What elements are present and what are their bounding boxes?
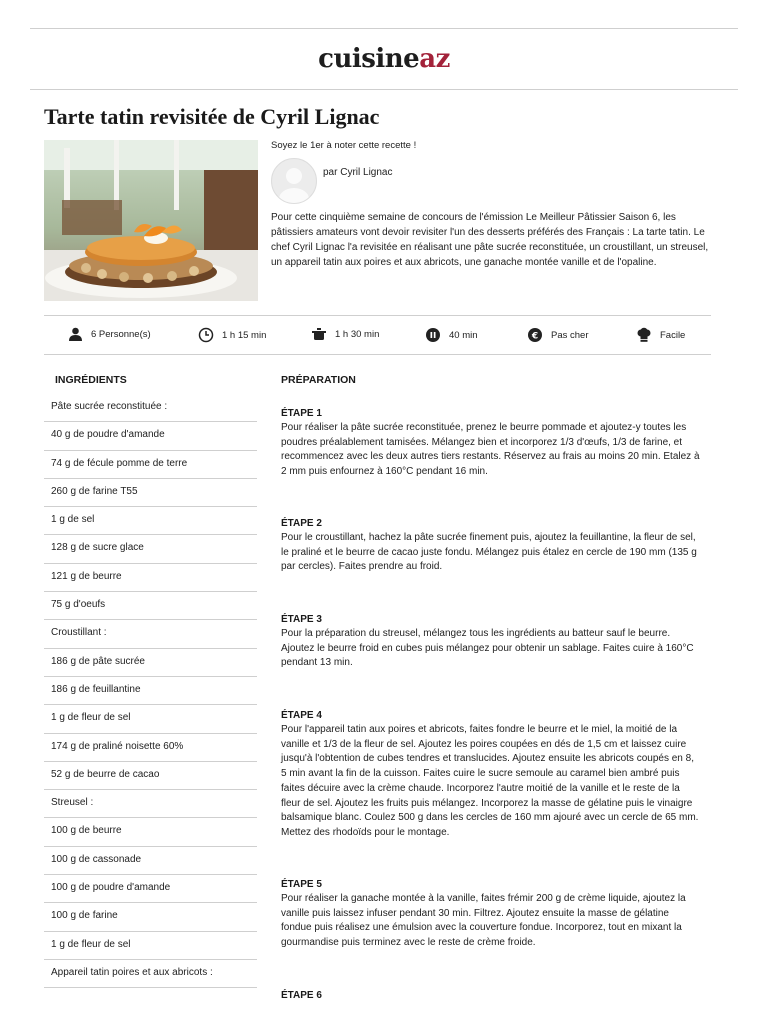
step-title: ÉTAPE 4 bbox=[281, 710, 322, 721]
author-name[interactable]: par Cyril Lignac bbox=[323, 167, 393, 178]
step-text: Pour réaliser la ganache montée à la vanille, faites frémir 200 g de crème liquide, ajoutez la vanille puis laissez infuser pendant 30 min. Filtrez. Ajoutez ensuite la masse de gélatine fondue puis réalisez une émulsion avec la couverture fondue. Incorporez, tout en mixant la gourmandise puis terminez avec le reste de crème froide. bbox=[281, 893, 686, 949]
step-2 bbox=[281, 518, 701, 575]
site-logo[interactable]: cuisineaz bbox=[318, 44, 450, 74]
ingredient-item: Pâte sucrée reconstituée : bbox=[44, 394, 257, 422]
preparation-heading: PRÉPARATION bbox=[281, 374, 356, 386]
ingredients-heading: INGRÉDIENTS bbox=[55, 374, 127, 386]
meta-difficulty-label: Facile bbox=[660, 329, 686, 341]
step-title: ÉTAPE 1 bbox=[281, 408, 322, 419]
ingredient-item: 121 g de beurre bbox=[44, 564, 257, 592]
ingredient-item: 174 g de praliné noisette 60% bbox=[44, 734, 257, 762]
meta-prep-time-label: 1 h 15 min bbox=[222, 329, 267, 341]
meta-top-divider bbox=[44, 315, 711, 316]
ingredient-item: 260 g de farine T55 bbox=[44, 479, 257, 507]
ingredient-item: Appareil tatin poires et aux abricots : bbox=[44, 960, 257, 988]
ingredient-item: 128 g de sucre glace bbox=[44, 535, 257, 563]
step-text: Pour la préparation du streusel, mélangez tous les ingrédients au batteur sauf le beurre. Ajoutez le beurre froid en cubes puis mélangez pour obtenir un sablage. Faites cuire à 160°C pendant 13 min. bbox=[281, 628, 694, 669]
ingredient-item: 74 g de fécule pomme de terre bbox=[44, 451, 257, 479]
ingredient-item: Streusel : bbox=[44, 790, 257, 818]
meta-cook-time-label: 1 h 30 min bbox=[335, 328, 380, 340]
ingredient-item: Croustillant : bbox=[44, 620, 257, 648]
ingredient-item: 100 g de cassonade bbox=[44, 847, 257, 875]
pause-icon bbox=[425, 327, 441, 343]
author-avatar[interactable] bbox=[271, 158, 317, 204]
step-5 bbox=[281, 879, 701, 951]
euro-icon bbox=[527, 327, 543, 343]
meta-servings bbox=[68, 327, 151, 341]
step-title: ÉTAPE 2 bbox=[281, 518, 322, 529]
chef-hat-icon bbox=[636, 327, 652, 343]
ingredient-item: 100 g de poudre d'amande bbox=[44, 875, 257, 903]
ingredient-item: 52 g de beurre de cacao bbox=[44, 762, 257, 790]
recipe-title: Tarte tatin revisitée de Cyril Lignac bbox=[44, 104, 380, 129]
rating-prompt[interactable]: Soyez le 1er à noter cette recette ! bbox=[271, 140, 417, 151]
ingredient-item: 186 g de feuillantine bbox=[44, 677, 257, 705]
step-title: ÉTAPE 5 bbox=[281, 879, 322, 890]
step-text: Pour l'appareil tatin aux poires et abricots, faites fondre le beurre et le miel, la moitié de la vanille et 1/3 de la fleur de sel. Ajoutez les poires coupées en dés de 1,5 cm et laissez cuire jusqu'à l'obtention de cubes tendres et translucides. Ajoutez ensuite les abricots coupés en 8, 5 min avant la fin de la cuisson. Faites cuire le sucre semoule au caramel bien ambré puis faites décuire avec la crème chaude. Incorporez l'autre moitié de la vanille et le reste de la fleur de sel. Ajoutez les fruits puis mélangez. Incorporez la masse de gélatine puis le vinaigre balsamique blanc. Coulez 500 g dans les cercles de 160 mm ajouré avec un cercle de 65 mm. Mettez des rhodoïds pour le montage. bbox=[281, 724, 699, 838]
ingredient-item: 100 g de farine bbox=[44, 903, 257, 931]
step-6 bbox=[281, 990, 701, 1003]
ingredient-item: 100 g de beurre bbox=[44, 818, 257, 846]
step-4 bbox=[281, 710, 701, 841]
recipe-description: Pour cette cinquième semaine de concours de l'émission Le Meilleur Pâtissier Saison 6, les pâtissiers amateurs vont devoir revisiter l'un des desserts préférés des Français : La tarte tatin. Le chef Cyril Lignac l'a revisitée en réalisant une pâte sucrée reconstituée, un croustillant, un streusel, un appareil tatin aux poires et aux abricots, une ganache montée vanille et de l'opaline. bbox=[271, 212, 709, 268]
person-icon bbox=[68, 327, 83, 341]
pot-icon bbox=[311, 327, 327, 341]
step-1 bbox=[281, 408, 701, 480]
meta-bottom-divider bbox=[44, 354, 711, 355]
meta-cost bbox=[527, 327, 589, 343]
header-bottom-divider bbox=[30, 89, 738, 90]
meta-cost-label: Pas cher bbox=[551, 329, 589, 341]
step-title: ÉTAPE 6 bbox=[281, 990, 322, 1001]
ingredient-item: 75 g d'oeufs bbox=[44, 592, 257, 620]
meta-cook-time bbox=[311, 327, 379, 341]
ingredient-item: 1 g de fleur de sel bbox=[44, 705, 257, 733]
ingredient-item: 186 g de pâte sucrée bbox=[44, 649, 257, 677]
ingredient-item: 1 g de sel bbox=[44, 507, 257, 535]
svg-text:€: € bbox=[531, 331, 539, 342]
ingredients-list bbox=[44, 394, 257, 988]
ingredient-item: 40 g de poudre d'amande bbox=[44, 422, 257, 450]
meta-prep-time bbox=[198, 327, 266, 343]
meta-rest-time bbox=[425, 327, 478, 343]
meta-difficulty bbox=[636, 327, 685, 343]
clock-icon bbox=[198, 327, 214, 343]
recipe-photo bbox=[44, 140, 258, 301]
step-text: Pour le croustillant, hachez la pâte sucrée finement puis, ajoutez la feuillantine, la fleur de sel, le praliné et le beurre de cacao juste fondu. Mélangez puis étalez en cercle de 190 mm (135 g par cercles). Faites prendre au froid. bbox=[281, 532, 697, 573]
step-3 bbox=[281, 614, 701, 671]
meta-rest-time-label: 40 min bbox=[449, 329, 478, 341]
step-title: ÉTAPE 3 bbox=[281, 614, 322, 625]
header-top-divider bbox=[30, 28, 738, 29]
meta-servings-label: 6 Personne(s) bbox=[91, 328, 151, 340]
step-text: Pour réaliser la pâte sucrée reconstituée, prenez le beurre pommade et ajoutez-y toutes les poudres préalablement tamisées. Mélangez bien et incorporez 1/3 d'œufs, 1/3 de farine, et recommencez avec les deux autres tiers restants. Réservez au frais au moins 20 min. Etalez à 2 mm puis enfournez à 160°C pendant 16 min. bbox=[281, 422, 700, 478]
ingredient-item: 1 g de fleur de sel bbox=[44, 932, 257, 960]
